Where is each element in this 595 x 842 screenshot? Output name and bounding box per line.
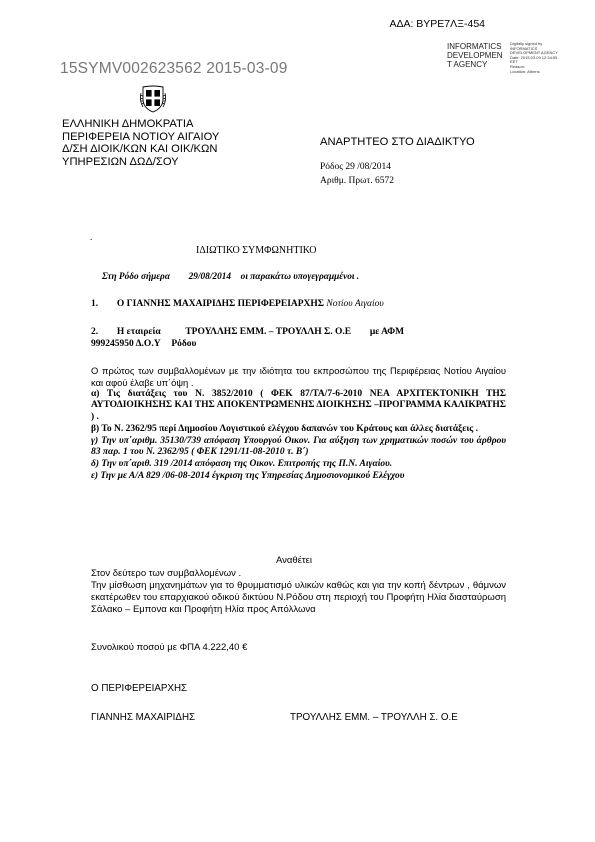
document-title: ΙΔΙΩΤΙΚΟ ΣΥΜΦΩΝΗΤΙΚΟ [196,245,317,256]
consideration-e: ε) Την με Α/Α 829 /06-08-2014 έγκριση της Υπηρεσίας Δημοσιονομικού Ελέγχου [91,471,405,481]
party-2-line-2 [91,339,196,349]
intro-date: 29/08/2014 [188,272,232,282]
signer-regional-governor: ΓΙΑΝΝΗΣ ΜΑΧΑΙΡΙΔΗΣ [91,712,196,723]
party-2-lead: Η εταιρεία [116,327,161,337]
assignment-description: Την μίσθωση μηχανημάτων για το θρυμματισμό υλικών καθώς και για την κοπή δέντρων , θάμνων εκατέρωθεν του επαρχιακού οδικού δικτύου Ν.Ρόδου στη περιοχή του Προφήτη Ηλία διασταύρωση Σάλακο – Εμπονα και Προφήτη Ηλία προς Απόλλωνα [91,580,506,615]
issuer-header-line: Δ/ΣΗ ΔΙΟΙΚ/ΚΩΝ ΚΑΙ ΟΙΚ/ΚΩΝ [62,143,218,156]
publish-notice: ΑΝΑΡΤΗΤΕΟ ΣΤΟ ΔΙΑΔΙΚΤΥΟ [320,136,475,148]
consideration-c: γ) Την υπ΄αριθμ. 35130/739 απόφαση Υπουργού Οικον. Για αύξηση των χρηματικών ποσών του άρθρου 83 παρ. 1 του Ν. 2362/95 ( ΦΕΚ 1291/11-08-2010 τ. Β΄) [91,435,506,457]
intro-line [102,272,359,282]
issuer-header-line: ΠΕΡΙΦΕΡΕΙΑ ΝΟΤΙΟΥ ΑΙΓΑΙΟΥ [62,130,220,143]
registry-stamp: 15SYMV002623562 2015-03-09 [60,60,288,77]
party-number: 2. [91,327,99,337]
signature-detail-line: Location: Athens [510,68,540,74]
signature-detail-line: Date: 2015.03.09 12:34:55 [510,54,558,60]
party-2-afm-label: με ΑΦΜ [369,327,405,337]
party-2-afm: 999245950 Δ.Ο.Υ [91,339,161,349]
issuer-header [62,118,219,168]
party-2-name: ΤΡΟΥΛΛΗΣ ΕΜΜ. – ΤΡΟΥΛΛΗ Σ. Ο.Ε [185,327,352,337]
protocol-number: Αριθμ. Πρωτ. 6572 [320,176,394,186]
issuer-header-line: ΥΠΗΡΕΣΙΩΝ ΔΩΔ/ΣΟΥ [62,155,179,168]
assigns-heading: Αναθέτει [276,555,313,566]
signature-detail-line: INFORMATICS [510,45,538,51]
party-2-line-1 [91,327,404,337]
intro-text-end: οι παρακάτω υπογεγραμμένοι . [240,272,360,282]
party-1-region: Νοτίου Αιγαίου [326,299,384,309]
assignment-text [91,568,506,616]
stray-dot: . [90,232,93,242]
signature-org-line: INFORMATICS [447,42,502,51]
place-date: Ρόδος 29 /08/2014 [320,162,392,172]
consideration-a: α) Τις διατάξεις του Ν. 3852/2010 ( ΦΕΚ 87/ΤΑ/7-6-2010 ΝΕΑ ΑΡΧΙΤΕΚΤΟΝΙΚΗ ΤΗΣ ΑΥΤΟΔΙΟΙΚΗΣΗΣ ΚΑΙ ΤΗΣ ΑΠΟΚΕΝΤΡΩΜΕΝΗΣ ΔΙΟΙΚΗΣΗΣ –ΠΡΟΓΡΑΜΜΑ ΚΑΛΙΚΡΑΤΗΣ ) . [91,388,506,422]
consideration-b: β) Το Ν. 2362/95 περί Δημοσίου Λογιστικού ελέγχου δαπανών του Κράτους και άλλες διατάξεις . [91,423,479,434]
party-1-name: Ο ΓΙΑΝΝΗΣ ΜΑΧΑΙΡΙΔΗΣ ΠΕΡΙΦΕΡΕΙΑΡΧΗΣ [116,299,325,309]
ada-number: ΑΔΑ: ΒΥΡΕ7ΛΞ-454 [389,18,485,30]
considerations [91,365,506,483]
party-2-doy: Ρόδου [171,339,197,349]
signer-company: ΤΡΟΥΛΛΗΣ ΕΜΜ. – ΤΡΟΥΛΛΗ Σ. Ο.Ε [290,712,458,723]
signature-org-line: DEVELOPMEN [447,51,503,60]
party-1 [91,299,384,309]
signature-detail-line: Digitally signed by [510,41,543,46]
signature-detail-line: EET [510,59,518,65]
intro-text: Στη Ρόδο σήμερα [102,272,170,282]
signature-detail-line: Reason: [510,63,525,69]
total-amount: Συνολικού ποσού με ΦΠΑ 4.222,40 € [91,642,248,653]
consideration-d: δ) Την υπ΄αριθ. 319 /2014 απόφαση της Οικον. Επιτροπής της Π.Ν. Αιγαίου. [91,459,393,469]
greek-emblem-icon [138,84,168,114]
consideration-intro: Ο πρώτος των συμβαλλομένων με την ιδιότητα του εκπροσώπου της Περιφέρειας Νοτίου Αιγαίου και αφού έλαβε υπ΄όψη . [91,365,506,388]
digital-signature [447,41,558,74]
signature-org-line: T AGENCY [447,60,488,69]
signer-title: Ο ΠΕΡΙΦΕΡΕΙΑΡΧΗΣ [91,683,188,694]
party-number: 1. [91,299,99,309]
signature-organization [447,42,503,69]
signature-details [510,42,558,74]
issuer-header-line: ΕΛΛΗΝΙΚΗ ΔΗΜΟΚΡΑΤΙΑ [62,118,194,130]
signature-detail-line: DEVELOPMENT AGENCY [510,50,558,56]
assignment-recipient: Στον δεύτερο των συμβαλλομένων . [91,568,242,579]
